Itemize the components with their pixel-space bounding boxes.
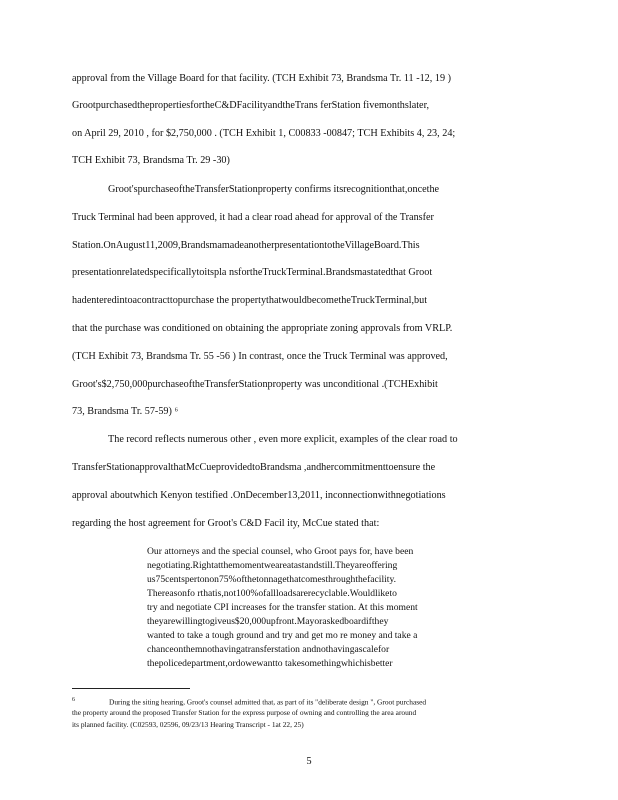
- block-quote-line: us75centspertonon75%ofthetonnagethatcomesthroughthefacility.: [147, 574, 397, 585]
- block-quote-line: try and negotiate CPI increases for the transfer station. At this moment: [147, 602, 418, 613]
- block-quote-line: chanceonthemnothavingatransferstation andnothavingascalefor: [147, 644, 390, 655]
- body-line: Groot's$2,750,000purchaseoftheTransferStationproperty was unconditional .(TCHExhibit: [72, 379, 438, 390]
- body-line: Truck Terminal had been approved, it had a clear road ahead for approval of the Transfer: [72, 212, 434, 223]
- block-quote-line: Thereasonfo rthatis,not100%ofallloadsarerecyclable.Wouldliketo: [147, 588, 397, 599]
- block-quote-line: Our attorneys and the special counsel, who Groot pays for, have been: [147, 546, 414, 557]
- page-number: 5: [306, 756, 312, 767]
- body-line: GrootpurchasedthepropertiesfortheC&DFacilityandtheTrans ferStation fivemonthslater,: [72, 100, 430, 111]
- footnote-line: its planned facility. (C02593, 02596, 09/23/13 Hearing Transcript - 1at 22, 25): [72, 720, 304, 729]
- footnote-marker: 6: [72, 697, 75, 703]
- paragraph-start-line: Groot'spurchaseoftheTransferStationproperty confirms itsrecognitionthat,oncethe: [108, 184, 440, 195]
- block-quote-line: negotiating.Rightatthemomentweareatastandstill.Theyareoffering: [147, 560, 398, 571]
- block-quote-line: theyarewillingtogiveus$20,000upfront.Mayoraskedboardifthey: [147, 616, 389, 627]
- body-line: presentationrelatedspecificallytoitspla nsfortheTruckTerminal.Brandsmastatedthat Groot: [72, 267, 433, 278]
- block-quote-line: thepolicedepartment,ordowewantto takesomethingwhichisbetter: [147, 658, 393, 669]
- body-line: approval aboutwhich Kenyon testified .OnDecember13,2011, inconnectionwithnegotiations: [72, 490, 446, 501]
- body-line: TCH Exhibit 73, Brandsma Tr. 29 -30): [72, 155, 230, 166]
- body-line: on April 29, 2010 , for $2,750,000 . (TCH Exhibit 1, C00833 -00847; TCH Exhibits 4, 23, 24;: [72, 128, 456, 139]
- body-line: that the purchase was conditioned on obtaining the appropriate zoning approvals from VRLP.: [72, 323, 453, 334]
- footnote-text: During the siting hearing, Groot's counsel admitted that, as part of its "deliberate design ", Groot purchased: [109, 697, 427, 707]
- paragraph-start-line: The record reflects numerous other , even more explicit, examples of the clear road to: [108, 434, 458, 445]
- body-line: (TCH Exhibit 73, Brandsma Tr. 55 -56 ) In contrast, once the Truck Terminal was approved,: [72, 351, 448, 362]
- body-line: Station.OnAugust11,2009,BrandsmamadeanotherpresentationtotheVillageBoard.This: [72, 240, 420, 251]
- block-quote-line: wanted to take a tough ground and try and get mo re money and take a: [147, 630, 418, 641]
- body-line: regarding the host agreement for Groot's C&D Facil ity, McCue stated that:: [72, 518, 380, 529]
- footnote-separator: [72, 688, 190, 689]
- body-line: TransferStationapprovalthatMcCueprovidedtoBrandsma ,andhercommitmenttoensure the: [72, 462, 436, 473]
- body-line: 73, Brandsma Tr. 57-59) ⁶: [72, 406, 178, 417]
- footnote-line: the property around the proposed Transfer Station for the express purpose of owning and controlling the area around: [72, 708, 417, 717]
- body-line: hadenteredintoacontracttopurchase the propertythatwouldbecometheTruckTerminal,but: [72, 295, 428, 306]
- footnote-line: [72, 696, 542, 706]
- body-line: approval from the Village Board for that facility. (TCH Exhibit 73, Brandsma Tr. 11 -12, 19 ): [72, 73, 451, 84]
